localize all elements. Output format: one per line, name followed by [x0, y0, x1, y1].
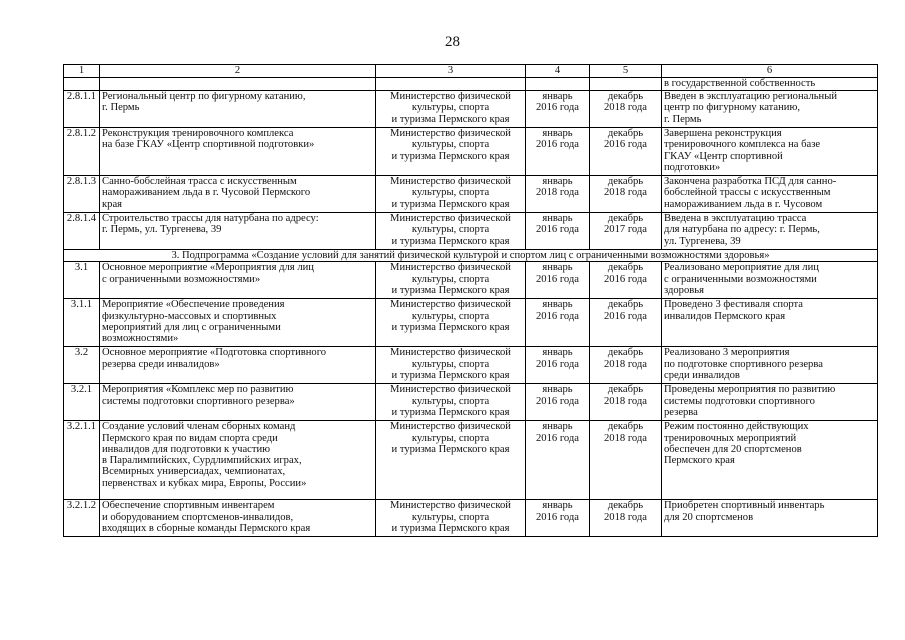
cell-end-date: декабрь 2018 года	[590, 500, 662, 537]
cell-start-date: январь 2016 года	[526, 384, 590, 421]
cell-start-date: январь 2016 года	[526, 91, 590, 128]
column-header: 4	[526, 65, 590, 78]
cell-activity: Основное мероприятие «Мероприятия для лиц с ограниченными возможностями»	[100, 262, 376, 299]
cell-empty	[64, 78, 100, 91]
cell-start-date: январь 2016 года	[526, 262, 590, 299]
table-row	[64, 299, 878, 347]
cell-activity: Обеспечение спортивным инвентарем и оборудованием спортсменов-инвалидов, входящих в сборные команды Пермского края	[100, 500, 376, 537]
cell-number: 2.8.1.1	[64, 91, 100, 128]
cell-result: Закончена разработка ПСД для санно- бобслейной трассы с искусственным намораживанием льда в г. Чусовом	[662, 176, 878, 213]
cell-start-date: январь 2016 года	[526, 347, 590, 384]
table-row	[64, 91, 878, 128]
table-row	[64, 384, 878, 421]
cell-number: 3.2.1.2	[64, 500, 100, 537]
cell-number: 2.8.1.4	[64, 213, 100, 250]
column-header: 3	[376, 65, 526, 78]
cell-result: Режим постоянно действующих тренировочных мероприятий обеспечен для 20 спортсменов Пермского края	[662, 421, 878, 500]
page-number: 28	[445, 34, 460, 50]
cell-number: 3.2.1	[64, 384, 100, 421]
cell-empty	[376, 78, 526, 91]
cell-empty	[526, 78, 590, 91]
cell-activity: Региональный центр по фигурному катанию, г. Пермь	[100, 91, 376, 128]
column-number-row	[64, 65, 878, 78]
cell-activity: Основное мероприятие «Подготовка спортивного резерва среди инвалидов»	[100, 347, 376, 384]
cell-responsible: Министерство физической культуры, спорта и туризма Пермского края	[376, 421, 526, 500]
cell-activity: Мероприятие «Обеспечение проведения физкультурно-массовых и спортивных мероприятий для лиц с ограниченными возможностями»	[100, 299, 376, 347]
column-header: 2	[100, 65, 376, 78]
cell-result: Введена в эксплуатацию трасса для натурбана по адресу: г. Пермь, ул. Тургенева, 39	[662, 213, 878, 250]
cell-end-date: декабрь 2018 года	[590, 384, 662, 421]
table-row	[64, 128, 878, 176]
cell-activity: Строительство трассы для натурбана по адресу: г. Пермь, ул. Тургенева, 39	[100, 213, 376, 250]
cell-start-date: январь 2016 года	[526, 421, 590, 500]
table-row	[64, 176, 878, 213]
cell-start-date: январь 2016 года	[526, 500, 590, 537]
cell-end-date: декабрь 2018 года	[590, 91, 662, 128]
continuation-row	[64, 78, 878, 91]
cell-activity: Создание условий членам сборных команд Пермского края по видам спорта среди инвалидов для подготовки к участию в Паралимпийских, Сурдлимпийских играх, Всемирных универсиадах, чемпионатах, первенствах и кубках мира, Европы, России»	[100, 421, 376, 500]
cell-activity: Мероприятия «Комплекс мер по развитию системы подготовки спортивного резерва»	[100, 384, 376, 421]
cell-responsible: Министерство физической культуры, спорта и туризма Пермского края	[376, 91, 526, 128]
cell-end-date: декабрь 2016 года	[590, 299, 662, 347]
cell-start-date: январь 2018 года	[526, 176, 590, 213]
cell-number: 3.2	[64, 347, 100, 384]
table-row	[64, 421, 878, 500]
cell-end-date: декабрь 2018 года	[590, 176, 662, 213]
cell-responsible: Министерство физической культуры, спорта и туризма Пермского края	[376, 262, 526, 299]
cell-result: Проведены мероприятия по развитию системы подготовки спортивного резерва	[662, 384, 878, 421]
program-table	[63, 64, 878, 537]
cell-end-date: декабрь 2016 года	[590, 262, 662, 299]
column-header: 5	[590, 65, 662, 78]
cell-result: Завершена реконструкция тренировочного комплекса на базе ГКАУ «Центр спортивной подготовки»	[662, 128, 878, 176]
cell-end-date: декабрь 2016 года	[590, 128, 662, 176]
subprogram-row	[64, 250, 878, 262]
cell-result: в государственной собственность	[662, 78, 878, 91]
cell-number: 3.1.1	[64, 299, 100, 347]
cell-number: 3.1	[64, 262, 100, 299]
cell-responsible: Министерство физической культуры, спорта и туризма Пермского края	[376, 500, 526, 537]
cell-responsible: Министерство физической культуры, спорта и туризма Пермского края	[376, 384, 526, 421]
cell-activity: Реконструкция тренировочного комплекса на базе ГКАУ «Центр спортивной подготовки»	[100, 128, 376, 176]
cell-end-date: декабрь 2018 года	[590, 421, 662, 500]
cell-result: Проведено 3 фестиваля спорта инвалидов Пермского края	[662, 299, 878, 347]
column-header: 6	[662, 65, 878, 78]
cell-responsible: Министерство физической культуры, спорта и туризма Пермского края	[376, 299, 526, 347]
cell-result: Реализовано 3 мероприятия по подготовке спортивного резерва среди инвалидов	[662, 347, 878, 384]
cell-responsible: Министерство физической культуры, спорта и туризма Пермского края	[376, 213, 526, 250]
cell-number: 2.8.1.2	[64, 128, 100, 176]
cell-end-date: декабрь 2018 года	[590, 347, 662, 384]
cell-responsible: Министерство физической культуры, спорта и туризма Пермского края	[376, 176, 526, 213]
table-row	[64, 500, 878, 537]
cell-responsible: Министерство физической культуры, спорта и туризма Пермского края	[376, 128, 526, 176]
cell-activity: Санно-бобслейная трасса с искусственным намораживанием льда в г. Чусовой Пермского края	[100, 176, 376, 213]
cell-empty	[100, 78, 376, 91]
cell-result: Введен в эксплуатацию региональный центр по фигурному катанию, г. Пермь	[662, 91, 878, 128]
cell-start-date: январь 2016 года	[526, 299, 590, 347]
cell-start-date: январь 2016 года	[526, 128, 590, 176]
table-row	[64, 347, 878, 384]
table-body	[64, 65, 878, 537]
column-header: 1	[64, 65, 100, 78]
cell-number: 2.8.1.3	[64, 176, 100, 213]
table-row	[64, 262, 878, 299]
cell-result: Приобретен спортивный инвентарь для 20 спортсменов	[662, 500, 878, 537]
cell-start-date: январь 2016 года	[526, 213, 590, 250]
cell-empty	[590, 78, 662, 91]
cell-result: Реализовано мероприятие для лиц с ограниченными возможностями здоровья	[662, 262, 878, 299]
cell-responsible: Министерство физической культуры, спорта и туризма Пермского края	[376, 347, 526, 384]
table-row	[64, 213, 878, 250]
subprogram-title: 3. Подпрограмма «Создание условий для занятий физической культурой и спортом лиц с ограниченными возможностями здоровья»	[64, 250, 878, 262]
cell-number: 3.2.1.1	[64, 421, 100, 500]
cell-end-date: декабрь 2017 года	[590, 213, 662, 250]
